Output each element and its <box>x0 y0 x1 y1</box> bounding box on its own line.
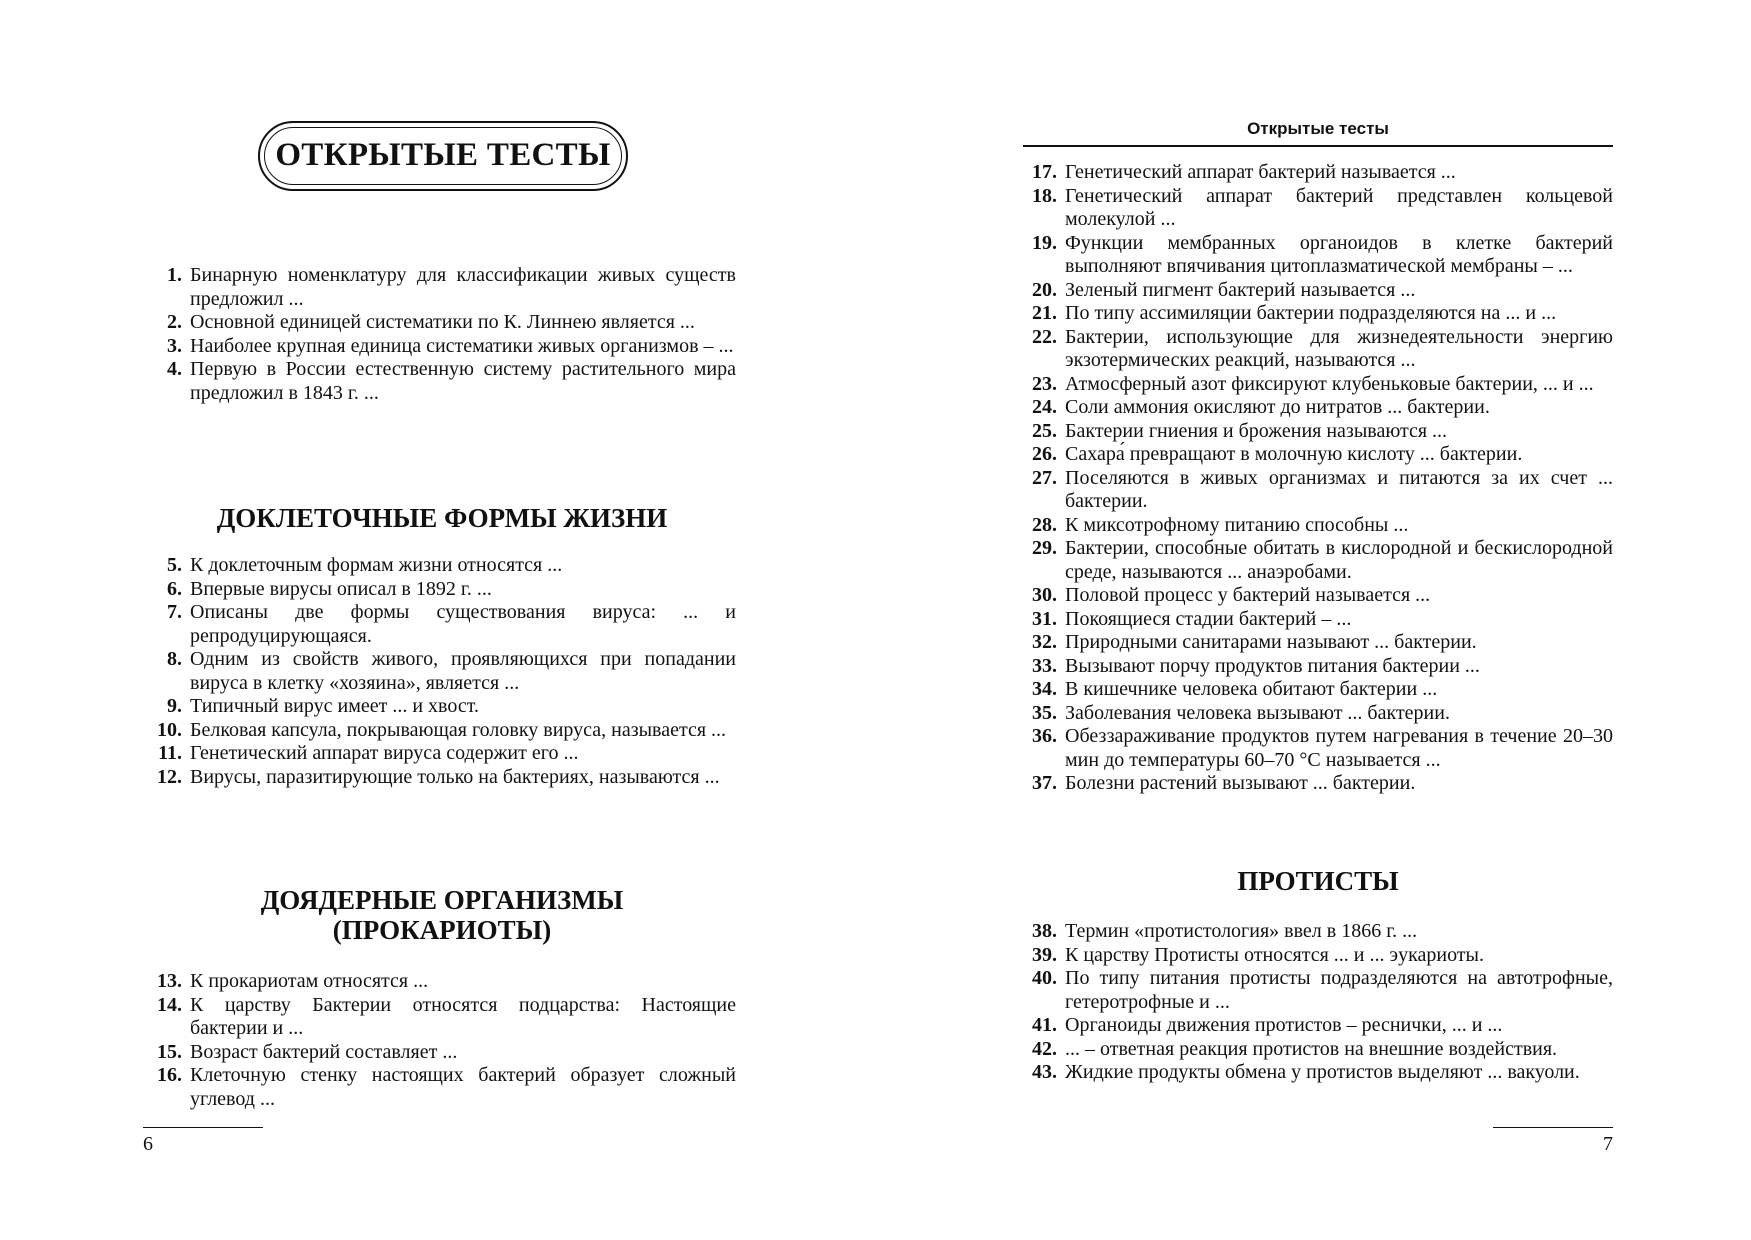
question-number: 4. <box>167 358 182 380</box>
question-text: К царству Протисты относятся ... и ... эукариоты. <box>1065 943 1484 966</box>
question-text: Покоящиеся стадии бактерий – ... <box>1065 607 1352 630</box>
question-item <box>148 695 736 719</box>
question-item <box>1023 279 1613 303</box>
intro-question-list <box>148 264 736 405</box>
question-number: 31. <box>1032 607 1057 630</box>
running-head: Открытые тесты <box>1247 119 1389 138</box>
question-item <box>148 554 736 578</box>
question-text: Наиболее крупная единица систематики живых организмов – ... <box>190 334 734 357</box>
question-number: 32. <box>1032 631 1057 653</box>
question-text: Клеточную стенку настоящих бактерий образует сложный углевод ... <box>190 1064 736 1110</box>
question-number: 42. <box>1032 1037 1057 1060</box>
question-number: 17. <box>1032 161 1057 183</box>
question-number: 16. <box>157 1064 182 1086</box>
question-text: Генетический аппарат бактерий представлен кольцевой молекулой ... <box>1065 184 1613 230</box>
question-text: Атмосферный азот фиксируют клубеньковые бактерии, ... и ... <box>1065 372 1594 395</box>
question-item <box>1023 232 1613 279</box>
question-item <box>148 648 736 695</box>
section-heading-protists <box>1023 866 1613 896</box>
question-text: Природными санитарами называют ... бактерии. <box>1065 631 1477 653</box>
question-item <box>1023 467 1613 514</box>
question-text: Половой процесс у бактерий называется ... <box>1065 584 1431 606</box>
question-text: Функции мембранных органоидов в клетке бактерий выполняют впячивания цитоплазматической мембраны – ... <box>1065 231 1613 277</box>
question-number: 3. <box>167 334 182 357</box>
question-number: 43. <box>1032 1061 1057 1083</box>
question-text: Бинарную номенклатуру для классификации живых существ предложил ... <box>190 264 736 310</box>
question-item <box>1023 920 1613 944</box>
protist-question-list <box>1023 920 1613 1085</box>
question-text: Генетический аппарат бактерий называется ... <box>1065 161 1456 183</box>
question-item <box>148 335 736 359</box>
question-item <box>148 264 736 311</box>
question-item <box>148 719 736 743</box>
question-text: Вызывают порчу продуктов питания бактерии ... <box>1065 654 1480 677</box>
question-number: 18. <box>1032 184 1057 207</box>
question-text: ... – ответная реакция протистов на внешние воздействия. <box>1065 1037 1558 1060</box>
question-number: 15. <box>157 1040 182 1063</box>
question-item <box>1023 1014 1613 1038</box>
question-number: 38. <box>1032 920 1057 942</box>
section-heading-text: ПРОТИСТЫ <box>1237 866 1399 896</box>
question-text: К прокариотам относятся ... <box>190 970 429 992</box>
question-item <box>1023 678 1613 702</box>
question-number: 23. <box>1032 372 1057 395</box>
question-text: Возраст бактерий составляет ... <box>190 1040 458 1063</box>
question-item <box>1023 420 1613 444</box>
question-text: К царству Бактерии относятся подцарства: Настоящие бактерии и ... <box>190 993 736 1039</box>
question-number: 27. <box>1032 466 1057 489</box>
question-text: Белковая капсула, покрывающая головку вируса, называется ... <box>190 718 727 741</box>
question-number: 19. <box>1032 231 1057 254</box>
question-text: Поселяются в живых организмах и питаются за их счет ... бактерии. <box>1065 466 1613 512</box>
question-text: Жидкие продукты обмена у протистов выделяют ... вакуоли. <box>1065 1061 1580 1083</box>
question-item <box>1023 396 1613 420</box>
question-item <box>1023 443 1613 467</box>
question-item <box>1023 514 1613 538</box>
question-item <box>148 311 736 335</box>
question-text: Одним из свойств живого, проявляющихся при попадании вируса в клетку «хозяина», является ... <box>190 648 736 694</box>
section-heading-line-1: ДОЯДЕРНЫЕ ОРГАНИЗМЫ <box>260 885 624 915</box>
question-item <box>1023 608 1613 632</box>
question-text: Бактерии, способные обитать в кислородной и бескислородной среде, называются ... анаэробами. <box>1065 537 1613 583</box>
question-number: 22. <box>1032 325 1057 348</box>
question-item <box>148 742 736 766</box>
question-item <box>1023 944 1613 968</box>
question-text: Сахара́ превращают в молочную кислоту ... бактерии. <box>1065 443 1523 465</box>
question-number: 9. <box>167 695 182 717</box>
question-text: Описаны две формы существования вируса: ... и репродуцирующаяся. <box>190 601 736 647</box>
right-page <box>875 0 1751 1240</box>
question-item <box>1023 584 1613 608</box>
question-text: Соли аммония окисляют до нитратов ... бактерии. <box>1065 396 1490 418</box>
question-number: 30. <box>1032 584 1057 606</box>
section-heading-precellular <box>148 503 736 533</box>
question-text: По типу ассимиляции бактерии подразделяются на ... и ... <box>1065 302 1557 324</box>
question-number: 13. <box>157 970 182 992</box>
left-page <box>0 0 875 1240</box>
question-text: Зеленый пигмент бактерий называется ... <box>1065 278 1416 301</box>
question-item <box>1023 302 1613 326</box>
question-number: 29. <box>1032 537 1057 559</box>
question-item <box>1023 185 1613 232</box>
page-title: ОТКРЫТЫЕ ТЕСТЫ <box>275 137 611 173</box>
question-text: Болезни растений вызывают ... бактерии. <box>1065 772 1416 794</box>
question-number: 6. <box>167 577 182 600</box>
footer-rule <box>143 1127 263 1128</box>
title-frame <box>258 121 628 191</box>
question-number: 14. <box>157 993 182 1016</box>
question-item <box>1023 655 1613 679</box>
question-text: Обеззараживание продуктов путем нагревания в течение 20–30 мин до температуры 60–70 °С называется ... <box>1065 725 1613 771</box>
question-text: Бактерии гниения и брожения называются ... <box>1065 419 1448 442</box>
question-number: 28. <box>1032 513 1057 536</box>
question-item <box>1023 702 1613 726</box>
section-heading-line-2: (ПРОКАРИОТЫ) <box>332 915 552 945</box>
question-number: 41. <box>1032 1014 1057 1036</box>
question-item <box>148 970 736 994</box>
question-number: 21. <box>1032 302 1057 324</box>
question-number: 12. <box>157 765 182 788</box>
footer-rule <box>1493 1127 1613 1128</box>
question-item <box>1023 537 1613 584</box>
question-text: Первую в России естественную систему растительного мира предложил в 1843 г. ... <box>190 358 736 404</box>
question-item <box>1023 326 1613 373</box>
page-number: 6 <box>143 1133 153 1155</box>
question-number: 7. <box>167 601 182 623</box>
question-item <box>1023 1061 1613 1085</box>
question-number: 5. <box>167 554 182 576</box>
question-item <box>1023 1038 1613 1062</box>
page-number: 7 <box>1603 1133 1613 1155</box>
question-item <box>148 358 736 405</box>
question-item <box>1023 161 1613 185</box>
question-text: Типичный вирус имеет ... и хвост. <box>190 695 479 717</box>
question-item <box>1023 725 1613 772</box>
question-number: 34. <box>1032 678 1057 700</box>
question-text: Генетический аппарат вируса содержит его ... <box>190 742 579 764</box>
question-number: 26. <box>1032 443 1057 465</box>
question-text: Термин «протистология» ввел в 1866 г. ... <box>1065 920 1418 942</box>
question-number: 25. <box>1032 419 1057 442</box>
question-number: 35. <box>1032 701 1057 724</box>
question-text: По типу питания протисты подразделяются на автотрофные, гетеротрофные и ... <box>1065 967 1613 1013</box>
question-number: 8. <box>167 648 182 670</box>
question-number: 36. <box>1032 725 1057 747</box>
question-text: Вирусы, паразитирующие только на бактериях, называются ... <box>190 765 720 788</box>
prokaryote-question-list <box>148 970 736 1111</box>
question-item <box>148 766 736 790</box>
question-number: 1. <box>167 264 182 286</box>
question-item <box>1023 631 1613 655</box>
question-number: 10. <box>157 718 182 741</box>
question-text: К доклеточным формам жизни относятся ... <box>190 554 563 576</box>
question-item <box>148 578 736 602</box>
question-text: К миксотрофному питанию способны ... <box>1065 513 1409 536</box>
question-text: Бактерии, использующие для жизнедеятельности энергию экзотермических реакций, называются ... <box>1065 325 1613 371</box>
question-number: 39. <box>1032 943 1057 966</box>
question-number: 11. <box>158 742 182 764</box>
precellular-question-list <box>148 554 736 789</box>
question-item <box>148 601 736 648</box>
question-item <box>1023 373 1613 397</box>
question-item <box>1023 967 1613 1014</box>
question-item <box>148 1064 736 1111</box>
question-number: 37. <box>1032 772 1057 794</box>
question-text: Впервые вирусы описал в 1892 г. ... <box>190 577 492 600</box>
question-item <box>1023 772 1613 796</box>
question-text: В кишечнике человека обитают бактерии ... <box>1065 678 1438 700</box>
header-rule <box>1023 145 1613 147</box>
continued-question-list <box>1023 161 1613 796</box>
question-text: Органоиды движения протистов – реснички, ... и ... <box>1065 1014 1503 1036</box>
question-text: Основной единицей систематики по К. Линнею является ... <box>190 311 695 333</box>
question-number: 33. <box>1032 654 1057 677</box>
section-heading-text: ДОКЛЕТОЧНЫЕ ФОРМЫ ЖИЗНИ <box>216 503 668 533</box>
section-heading-prokaryotes <box>148 885 736 945</box>
question-item <box>148 994 736 1041</box>
question-item <box>148 1041 736 1065</box>
question-number: 2. <box>167 311 182 333</box>
question-number: 24. <box>1032 396 1057 418</box>
question-text: Заболевания человека вызывают ... бактерии. <box>1065 701 1450 724</box>
question-number: 20. <box>1032 278 1057 301</box>
question-number: 40. <box>1032 967 1057 989</box>
